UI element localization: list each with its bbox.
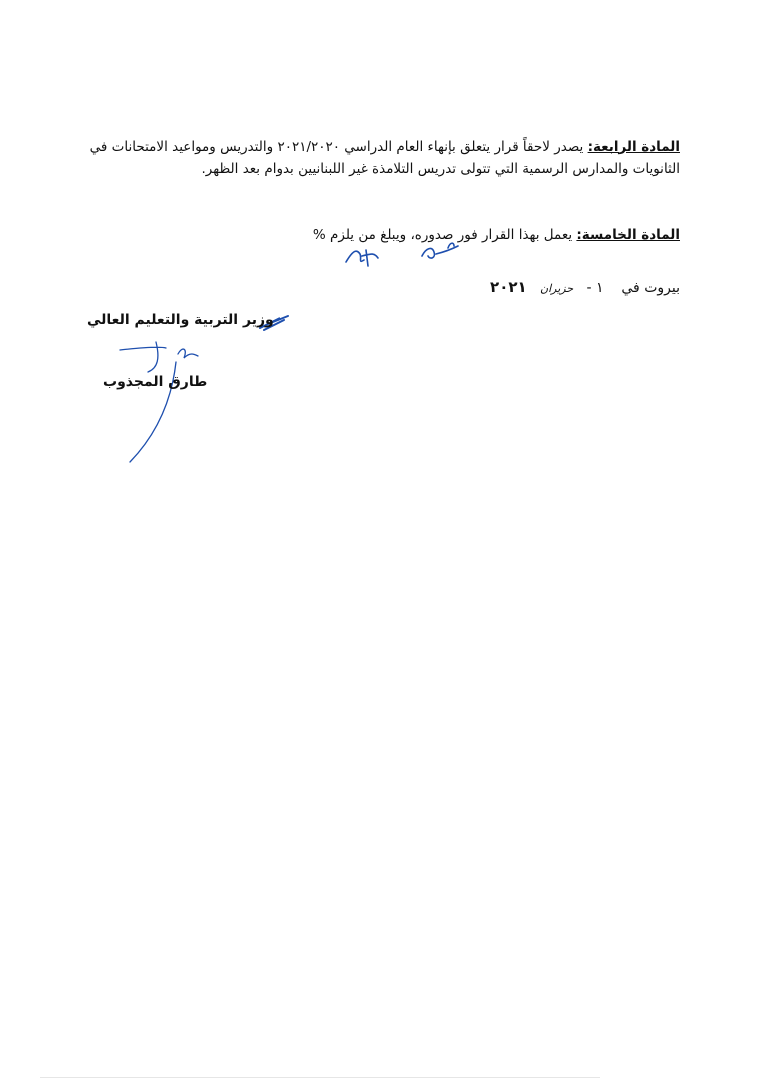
initials-right-mark [418, 238, 462, 264]
article-4-text: يصدر لاحقاً قرار يتعلق بإنهاء العام الدراسي ٢٠٢١/٢٠٢٠ والتدريس ومواعيد الامتحانات في الثانويات والمدارس الرسمية التي تتولى تدريس التلامذة غير اللبنانيين بدوام بعد الظهر. [89, 138, 680, 177]
article-4-label: المادة الرابعة: [587, 138, 680, 155]
article-5-text: يعمل بهذا القرار فور صدوره، ويبلغ من يلزم % [312, 226, 577, 243]
minister-title: وزير التربية والتعليم العالي [87, 312, 274, 328]
date-year: ٢٠٢١ [490, 278, 527, 296]
date-line [490, 278, 680, 296]
page-bottom-rule [40, 1077, 600, 1078]
article-5-label: المادة الخامسة: [576, 226, 680, 243]
date-month: حزيران [540, 282, 574, 295]
date-prefix: بيروت في [621, 280, 680, 296]
minister-name: طارق المجذوب [103, 374, 208, 390]
initials-left-mark [342, 240, 382, 270]
date-day: ١ - [586, 280, 604, 296]
article-4-paragraph [80, 136, 680, 180]
minister-signature [118, 338, 218, 468]
